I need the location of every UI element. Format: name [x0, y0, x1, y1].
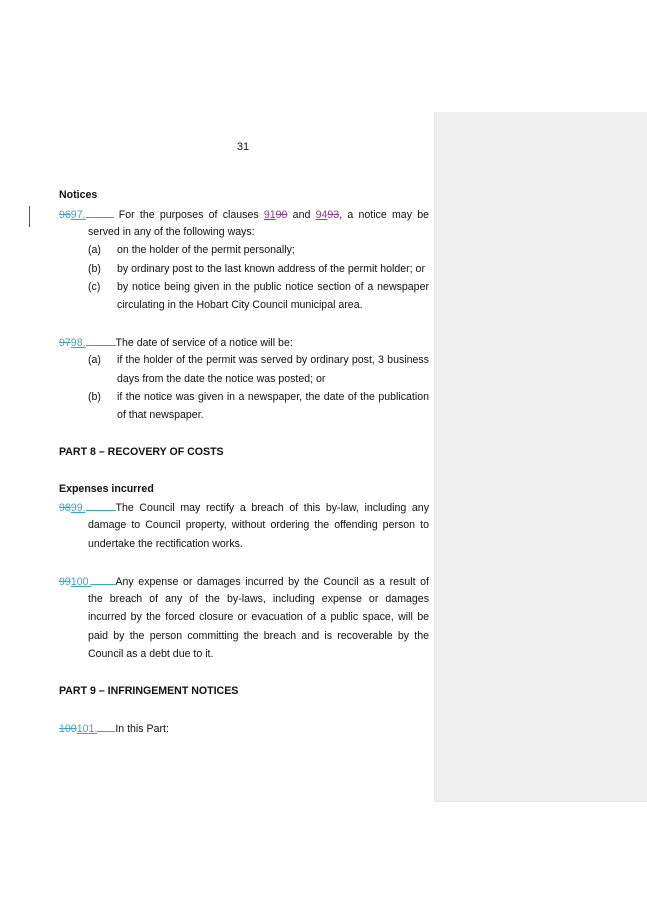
clause-100-line3: incurred by the forced closure or evacuation of a public space, will be	[88, 611, 429, 623]
expenses-incurred-heading: Expenses incurred	[59, 483, 154, 495]
deleted-reference: 90	[275, 209, 288, 221]
item-text: if the holder of the permit was served by ordinary post, 3 business	[117, 354, 429, 366]
part-8-heading: PART 8 – RECOVERY OF COSTS	[59, 446, 224, 458]
item-label: (a)	[88, 244, 101, 256]
inserted-clause-number: 101.	[76, 723, 98, 735]
deleted-clause-number: 96	[59, 209, 71, 221]
item-label: (a)	[88, 354, 101, 366]
item-label: (c)	[88, 281, 101, 293]
inserted-reference: 94	[315, 209, 328, 221]
clause-98: 9798. The date of service of a notice will be:	[59, 337, 293, 349]
clause-101: 100101. In this Part:	[59, 723, 169, 735]
item-text: by ordinary post to the last known address of the permit holder; or	[117, 263, 425, 275]
item-text: if the notice was given in a newspaper, the date of the publication	[117, 391, 429, 403]
part-9-heading: PART 9 – INFRINGEMENT NOTICES	[59, 685, 239, 697]
inserted-reference: 91	[263, 209, 276, 221]
deleted-clause-number: 97	[59, 337, 71, 349]
inserted-clause-number: 98.	[70, 337, 86, 349]
deleted-clause-number: 100	[59, 723, 77, 735]
clause-97-line1: 9697. For the purposes of clauses 9190 and 9493, a notice may be	[59, 209, 429, 221]
item-label: (b)	[88, 263, 101, 275]
section-heading-notices: Notices	[59, 189, 98, 201]
tab-leader	[91, 575, 115, 585]
clause-97-line2: served in any of the following ways:	[88, 226, 255, 238]
tab-leader	[86, 336, 116, 346]
tab-leader	[86, 501, 116, 511]
item-text: on the holder of the permit personally;	[117, 244, 295, 256]
clause-99-line3: undertake the rectification works.	[88, 538, 243, 550]
deleted-clause-number: 99	[59, 576, 71, 588]
clause-100-line2: the breach of any of the by-laws, including expense or damages	[88, 593, 429, 605]
deleted-clause-number: 98	[59, 502, 71, 514]
inserted-clause-number: 100.	[70, 576, 92, 588]
inserted-clause-number: 99.	[70, 502, 86, 514]
inserted-clause-number: 97.	[70, 209, 86, 221]
tab-leader	[86, 208, 114, 218]
item-text: days from the date the notice was posted; or	[117, 373, 326, 385]
clause-99-line2: damage to Council property, without ordering the offending person to	[88, 519, 429, 531]
page-number: 31	[236, 141, 250, 153]
clause-100-line1: 99100. Any expense or damages incurred by the Council as a result of	[59, 576, 429, 588]
tab-leader	[97, 722, 115, 732]
item-label: (b)	[88, 391, 101, 403]
change-bar	[29, 206, 30, 227]
deleted-reference: 93	[327, 209, 340, 221]
comment-pane	[434, 112, 647, 802]
item-text: by notice being given in the public notice section of a newspaper	[117, 281, 429, 293]
item-text: circulating in the Hobart City Council municipal area.	[117, 299, 363, 311]
clause-100-line4: paid by the person committing the breach and is recoverable by the	[88, 630, 429, 642]
clause-99-line1: 9899. The Council may rectify a breach of this by-law, including any	[59, 502, 429, 514]
clause-100-line5: Council as a debt due to it.	[88, 648, 214, 660]
item-text: of that newspaper.	[117, 409, 204, 421]
